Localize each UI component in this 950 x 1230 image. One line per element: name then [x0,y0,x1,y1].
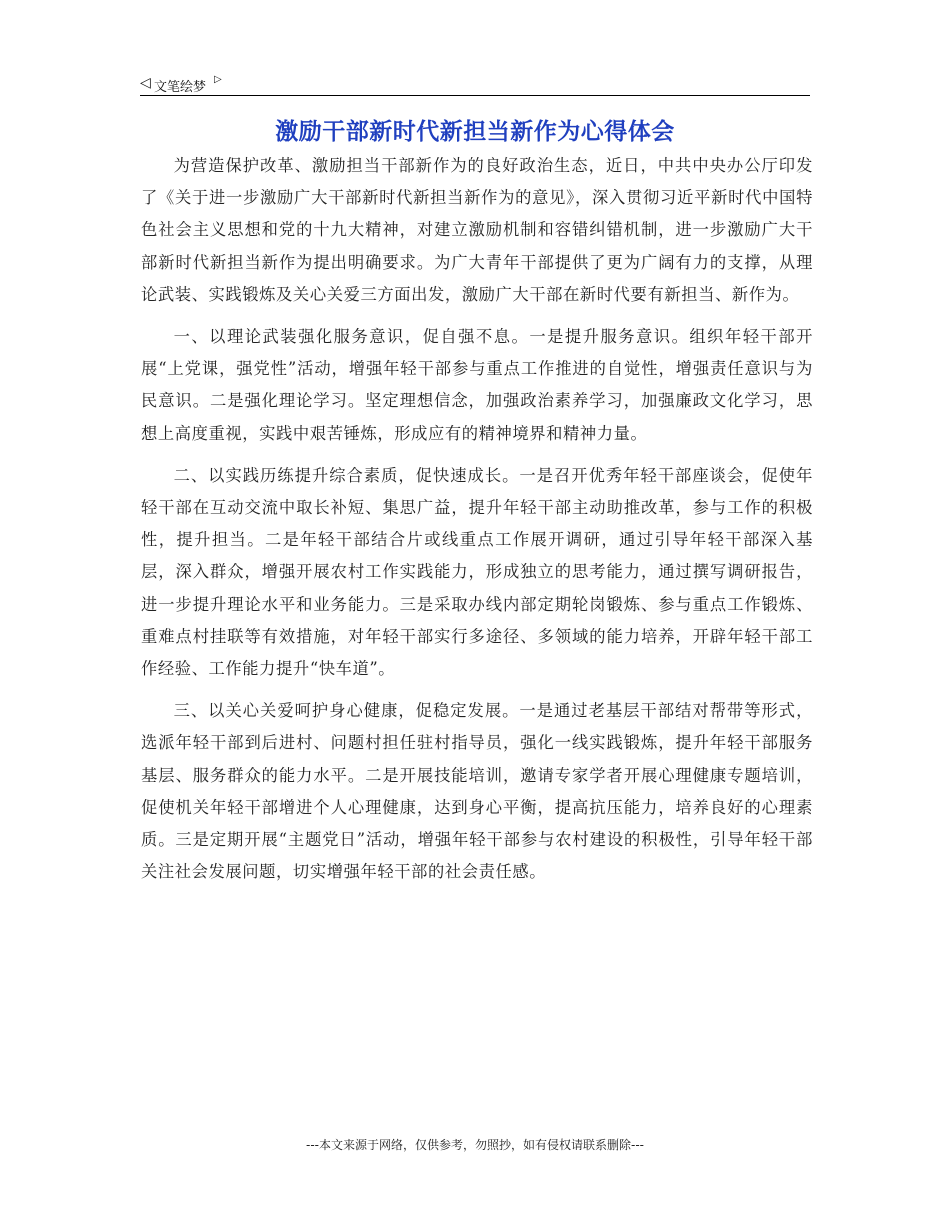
footer-disclaimer: ---本文来源于网络，仅供参考，勿照抄，如有侵权请联系删除--- [306,1138,644,1152]
paragraph-section-3: 三、以关心关爱呵护身心健康，促稳定发展。一是通过老基层干部结对帮带等形式，选派年轻干部到后进村、问题村担任驻村指导员，强化一线实践锻炼，提升年轻干部服务基层、服务群众的能力水平。二是开展技能培训，邀请专家学者开展心理健康专题培训，促使机关年轻干部增进个人心理健康，达到身心平衡，提高抗压能力，培养良好的心理素质。三是定期开展“主题党日”活动，增强年轻干部参与农村建设的积极性，引导年轻干部关注社会发展问题，切实增强年轻干部的社会责任感。 [141,701,813,882]
paragraph-section-1: 一、以理论武装强化服务意识，促自强不息。一是提升服务意识。组织年轻干部开展“上党课，强党性”活动，增强年轻干部参与重点工作推进的自觉性，增强责任意识与为民意识。二是强化理论学习。坚定理想信念，加强政治素养学习，加强廉政文化学习，思想上高度重视，实践中艰苦锤炼，形成应有的精神境界和精神力量。 [141,327,813,443]
page-header [140,73,810,96]
right-triangle-icon: ▷ [214,74,222,85]
left-triangle-icon: ◁ [140,75,151,91]
header-brand: 文笔绘梦 [154,80,207,95]
paragraph-section-2: 二、以实践历练提升综合素质，促快速成长。一是召开优秀年轻干部座谈会，促使年轻干部在互动交流中取长补短、集思广益，提升年轻干部主动助推改革，参与工作的积极性，提升担当。二是年轻干部结合片或线重点工作展开调研，通过引导年轻干部深入基层，深入群众，增强开展农村工作实践能力，形成独立的思考能力，通过撰写调研报告，进一步提升理论水平和业务能力。三是采取办线内部定期轮岗锻炼、参与重点工作锻炼、重难点村挂联等有效措施，对年轻干部实行多途径、多领域的能力培养，开辟年轻干部工作经验、工作能力提升“快车道”。 [141,465,813,679]
document-title: 激励干部新时代新担当新作为心得体会 [275,119,675,145]
paragraph-intro: 为营造保护改革、激励担当干部新作为的良好政治生态，近日，中共中央办公厅印发了《关于进一步激励广大干部新时代新担当新作为的意见》，深入贯彻习近平新时代中国特色社会主义思想和党的十九大精神，对建立激励机制和容错纠错机制，进一步激励广大干部新时代新担当新作为提出明确要求。为广大青年干部提供了更为广阔有力的支撑，从理论武装、实践锻炼及关心关爱三方面出发，激励广大干部在新时代要有新担当、新作为。 [141,156,813,304]
document-body [141,150,813,898]
